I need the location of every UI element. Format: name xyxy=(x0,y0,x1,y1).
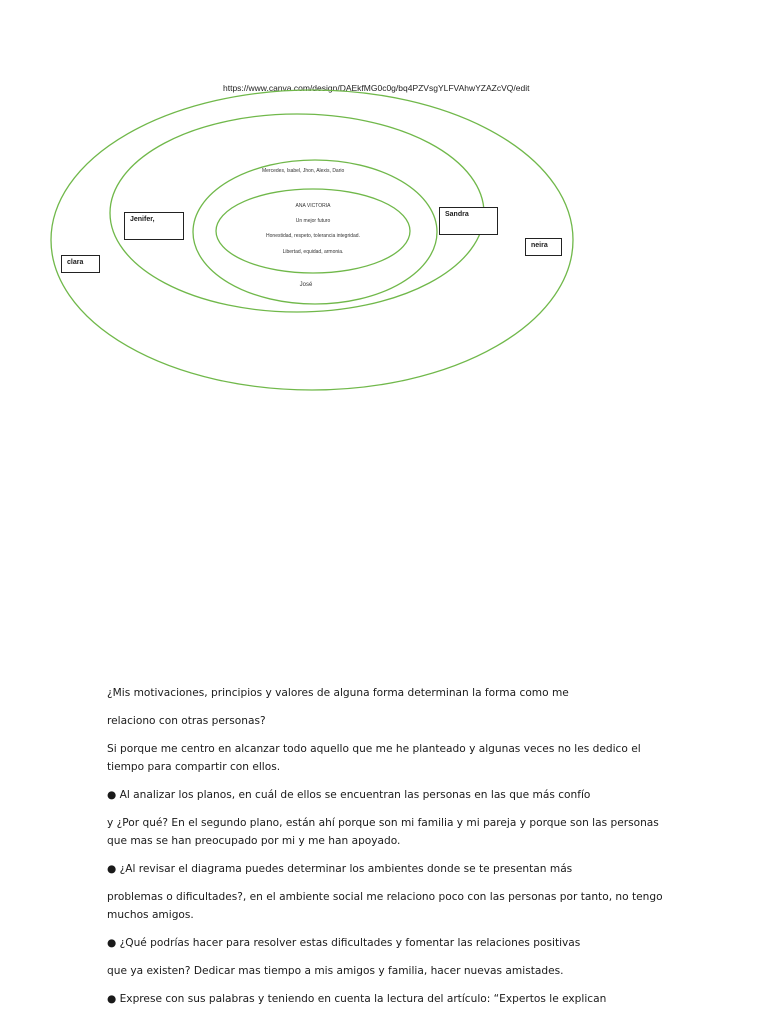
inner-line2: Honestidad, respeto, tolerancia integridad. xyxy=(266,233,360,239)
design-url-link[interactable]: https://www.canva.com/design/DAEkfMG0c0g/bq4PZVsgYLFVAhwYZAZcVQ/edit xyxy=(223,83,530,93)
clara-box: clara xyxy=(61,255,100,273)
outer-ring xyxy=(51,90,573,390)
paragraph: ● Exprese con sus palabras y teniendo en cuenta la lectura del artículo: “Expertos le explican xyxy=(107,993,607,1005)
paragraph: relaciono con otras personas? xyxy=(107,715,266,727)
inner-ring xyxy=(216,189,410,273)
ring2-names: Mercedes, Isabel, Jhon, Alexis, Dario xyxy=(262,168,345,174)
inner-line3: Libertad, equidad, armonia. xyxy=(282,249,344,255)
paragraph: y ¿Por qué? En el segundo plano, están ahí porque son mi familia y mi pareja y porque son las personas que mas se han preocupado por mi y me han apoyado. xyxy=(107,817,659,847)
paragraph: ● ¿Qué podrías hacer para resolver estas dificultades y fomentar las relaciones positivas xyxy=(107,937,581,949)
document-body xyxy=(107,684,667,1018)
neira-box: neira xyxy=(525,238,562,256)
jenifer-box: Jenifer, xyxy=(124,212,184,240)
paragraph: ● Al analizar los planos, en cuál de ellos se encuentran las personas en las que más confío xyxy=(107,789,591,801)
inner-line1: Un mejor futuro xyxy=(295,218,331,224)
paragraph: ● ¿Al revisar el diagrama puedes determinar los ambientes donde se te presentan más xyxy=(107,863,573,875)
paragraph: problemas o dificultades?, en el ambiente social me relaciono poco con las personas por tanto, no tengo muchos amigos. xyxy=(107,891,663,921)
concentric-circles-diagram xyxy=(0,0,768,420)
paragraph: Si porque me centro en alcanzar todo aquello que me he planteado y algunas veces no les dedico el tiempo para compartir con ellos. xyxy=(107,743,641,773)
paragraph: que ya existen? Dedicar mas tiempo a mis amigos y familia, hacer nuevas amistades. xyxy=(107,965,564,977)
sandra-box: Sandra xyxy=(439,207,498,235)
paragraph: ¿Mis motivaciones, principios y valores de alguna forma determinan la forma como me xyxy=(107,687,569,699)
ring2-bottom-name: José xyxy=(299,282,313,288)
inner-title: ANA VICTORIA xyxy=(295,203,331,209)
